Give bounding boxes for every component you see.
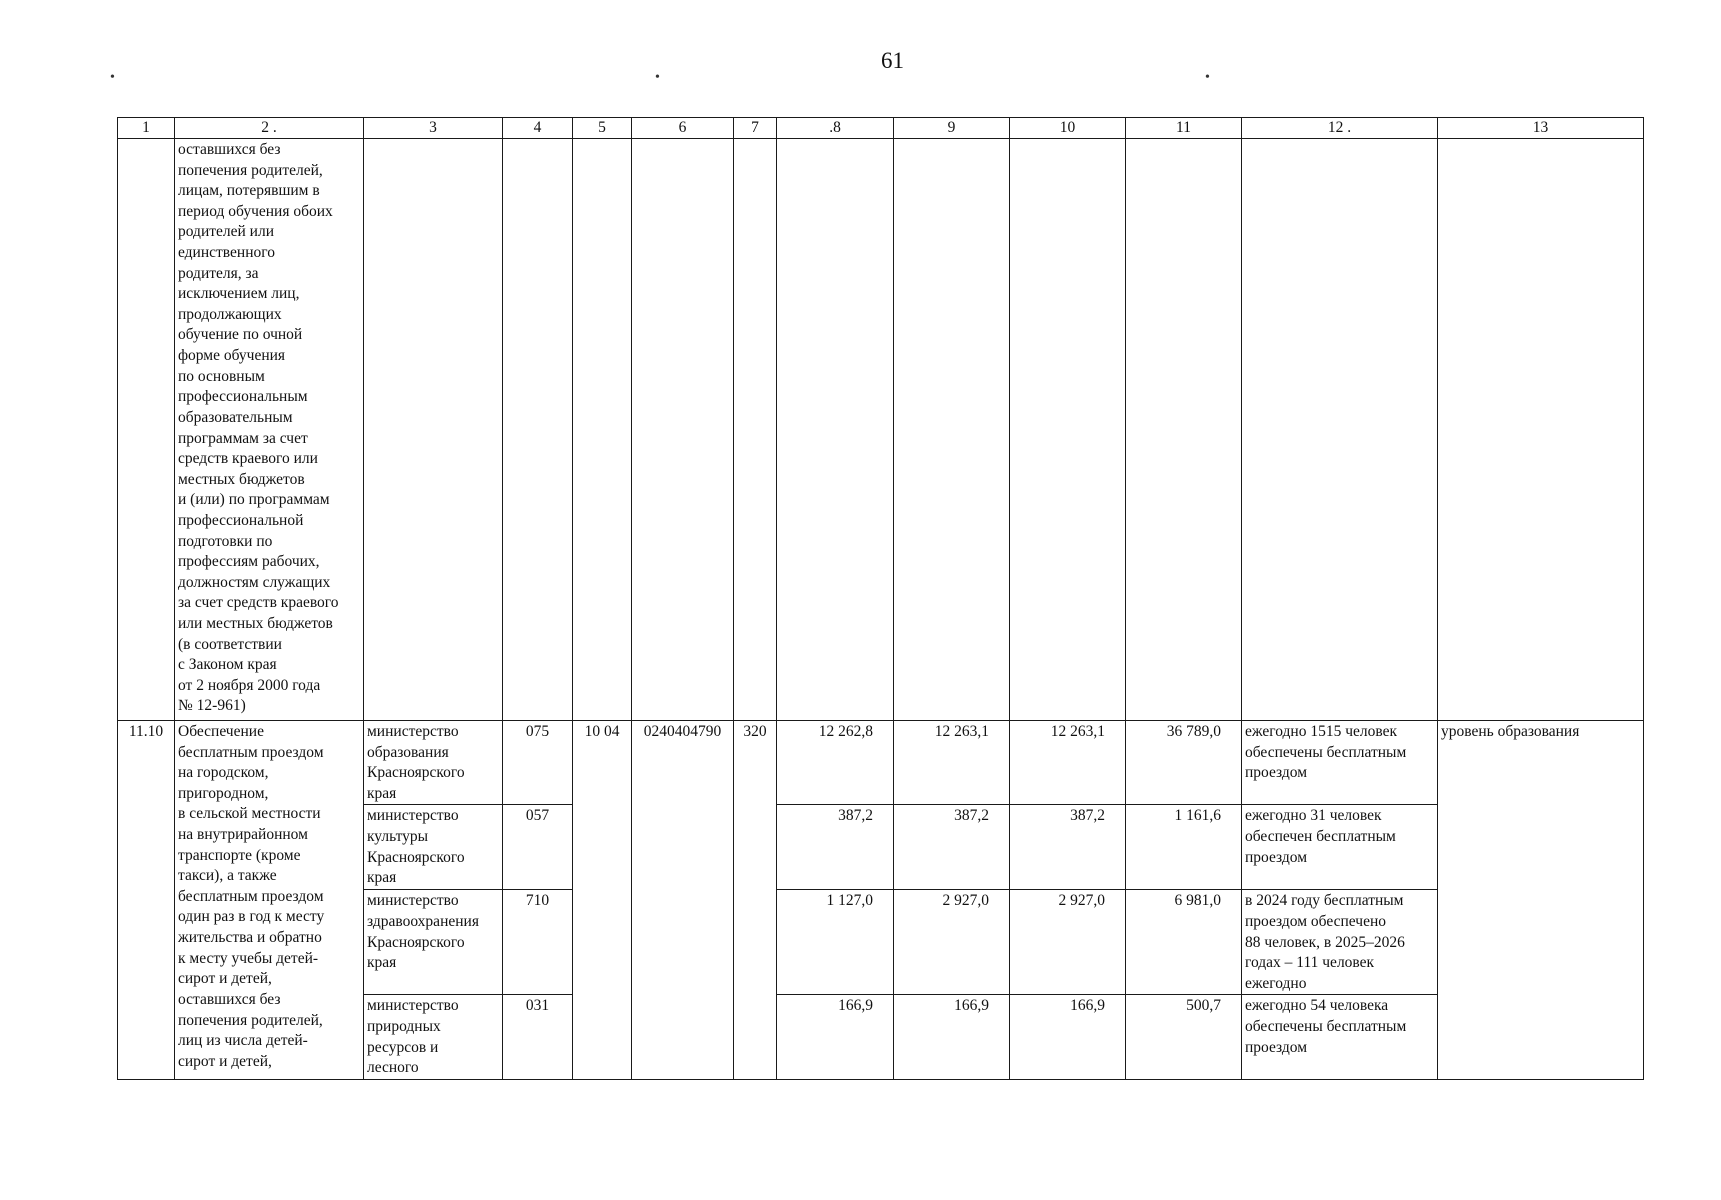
table-row [118,721,1644,805]
amount-2026: 166,9 [1010,995,1126,1080]
agency-name: министерство здравоохранения Красноярского края [364,890,503,995]
column-number-row [118,118,1644,139]
indicator: уровень образования [1438,721,1644,1080]
amount-total: 6 981,0 [1126,890,1242,995]
table-cell [632,139,734,721]
amount-2026: 12 263,1 [1010,721,1126,805]
column-number: 9 [894,118,1010,139]
agency-name: министерство культуры Красноярского края [364,805,503,890]
column-number: .8 [777,118,894,139]
table-cell [364,139,503,721]
table-cell [734,139,777,721]
column-number: 12 . [1242,118,1438,139]
column-number: 4 [503,118,573,139]
table-cell [777,139,894,721]
table-cell [894,139,1010,721]
table-cell [573,139,632,721]
amount-2026: 2 927,0 [1010,890,1126,995]
amount-2026: 387,2 [1010,805,1126,890]
agency-code: 075 [503,721,573,805]
agency-code: 031 [503,995,573,1080]
amount-2024: 12 262,8 [777,721,894,805]
expected-result: в 2024 году бесплатным проездом обеспечено 88 человек, в 2025–2026 годах – 111 человек ежегодно [1242,890,1438,995]
table-cell [1010,139,1126,721]
table-cell [503,139,573,721]
table-cell [1126,139,1242,721]
amount-2025: 2 927,0 [894,890,1010,995]
amount-total: 1 161,6 [1126,805,1242,890]
table-cell [118,139,175,721]
column-number: 1 [118,118,175,139]
expected-result: ежегодно 54 человека обеспечены бесплатным проездом [1242,995,1438,1080]
continuation-row [118,139,1644,721]
item-number: 11.10 [118,721,175,1080]
scan-speck: • [110,70,115,85]
expense-type: 320 [734,721,777,1080]
scan-speck: • [1205,70,1210,85]
expected-result: ежегодно 1515 человек обеспечены бесплатным проездом [1242,721,1438,805]
amount-2024: 1 127,0 [777,890,894,995]
amount-2025: 12 263,1 [894,721,1010,805]
section-code: 10 04 [573,721,632,1080]
amount-2024: 387,2 [777,805,894,890]
scan-speck: • [655,70,660,85]
agency-name: министерство природных ресурсов и лесного [364,995,503,1080]
target-code: 0240404790 [632,721,734,1080]
measure-description: Обеспечение бесплатным проездом на городском, пригородном, в сельской местности на внутрирайонном транспорте (кроме такси), а также бесплатным проездом один раз в год к месту жительства и обратно к месту учебы детей- сирот и детей, оставшихся без попечения родителей, лиц из числа детей- сирот и детей, [175,721,364,1080]
measure-description-continued: оставшихся без попечения родителей, лицам, потерявшим в период обучения обоих родителей или единственного родителя, за исключением лиц, продолжающих обучение по очной форме обучения по основным профессиональным образовательным программам за счет средств краевого или местных бюджетов и (или) по программам профессиональной подготовки по профессиям рабочих, должностям служащих за счет средств краевого или местных бюджетов (в соответствии с Законом края от 2 ноября 2000 года № 12-961) [175,139,364,721]
expected-result: ежегодно 31 человек обеспечен бесплатным проездом [1242,805,1438,890]
column-number: 3 [364,118,503,139]
column-number: 10 [1010,118,1126,139]
column-number: 5 [573,118,632,139]
page-number: 61 [881,48,904,73]
column-number: 6 [632,118,734,139]
agency-code: 057 [503,805,573,890]
agency-name: министерство образования Красноярского края [364,721,503,805]
column-number: 11 [1126,118,1242,139]
table-cell [1438,139,1644,721]
amount-2025: 387,2 [894,805,1010,890]
column-number: 13 [1438,118,1644,139]
amount-total: 500,7 [1126,995,1242,1080]
table-cell [1242,139,1438,721]
amount-2024: 166,9 [777,995,894,1080]
budget-table [117,117,1644,1080]
agency-code: 710 [503,890,573,995]
column-number: 2 . [175,118,364,139]
column-number: 7 [734,118,777,139]
amount-2025: 166,9 [894,995,1010,1080]
amount-total: 36 789,0 [1126,721,1242,805]
